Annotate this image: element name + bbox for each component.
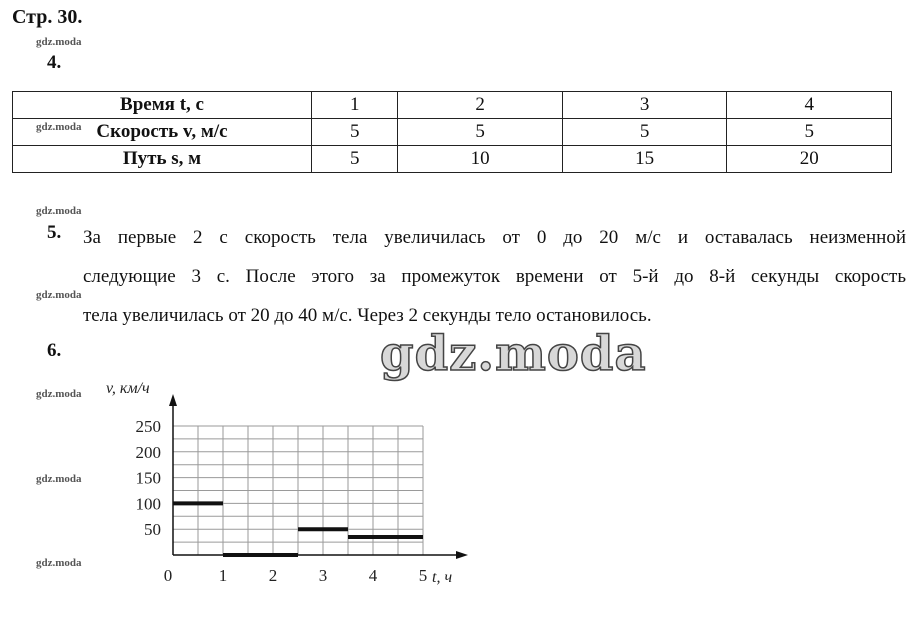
table-header: Время t, с [13, 92, 312, 119]
task5-line: За первые 2 с скорость тела увеличилась от 0 до 20 м/с и оставалась неизменной [83, 227, 906, 248]
x-tick-label: 2 [268, 566, 278, 585]
y-tick-label: 150 [135, 468, 161, 488]
table-cell: 20 [727, 146, 892, 173]
table-cell: 5 [727, 119, 892, 146]
table-cell: 2 [398, 92, 563, 119]
y-tick-label: 200 [135, 442, 161, 462]
x-axis-label: t, ч [432, 569, 453, 586]
x-tick-label: 4 [368, 566, 378, 585]
y-tick-label: 100 [135, 494, 161, 514]
table-cell: 1 [312, 92, 398, 119]
watermark-small: gdz.moda [36, 289, 82, 301]
table-cell: 5 [398, 119, 563, 146]
y-tick-label: 250 [135, 417, 161, 436]
task4-number: 4. [47, 52, 62, 73]
x-tick-label: 3 [318, 566, 328, 585]
table-cell: 5 [312, 119, 398, 146]
x-axis-arrow [456, 551, 468, 559]
x-tick-label: 1 [218, 566, 228, 585]
table-cell: 5 [312, 146, 398, 173]
watermark-small: gdz.moda [36, 557, 82, 569]
x-tick-label: 5 [418, 566, 428, 585]
task5-line: следующие 3 с. После этого за промежуток времени от 5-й до 8-й секунды скорость [83, 266, 906, 287]
table-cell: 15 [562, 146, 727, 173]
task6-number: 6. [47, 340, 62, 361]
watermark-small: gdz.moda [36, 205, 82, 217]
table-header: Скорость v, м/с [13, 119, 312, 146]
table-cell: 5 [562, 119, 727, 146]
table-cell: 4 [727, 92, 892, 119]
watermark-small: gdz.moda [36, 121, 82, 133]
page-label: Стр. 30. [12, 6, 83, 28]
task5-line: тела увеличилась от 20 до 40 м/с. Через 2 секунды тело остановилось. [83, 305, 652, 326]
watermark-small: gdz.moda [36, 473, 82, 485]
watermark-big: gdz.moda [380, 326, 647, 382]
y-tick-label: 50 [144, 520, 161, 540]
watermark-small: gdz.moda [36, 36, 82, 48]
y-axis-arrow [169, 394, 177, 406]
task5-number: 5. [47, 222, 62, 243]
chart-ticks [136, 417, 428, 585]
x-tick-label: 0 [163, 566, 173, 585]
watermark-small: gdz.moda [36, 388, 82, 400]
table-cell: 3 [562, 92, 727, 119]
table-header: Путь s, м [13, 146, 312, 173]
table-cell: 10 [398, 146, 563, 173]
y-axis-label: v, км/ч [106, 380, 150, 397]
